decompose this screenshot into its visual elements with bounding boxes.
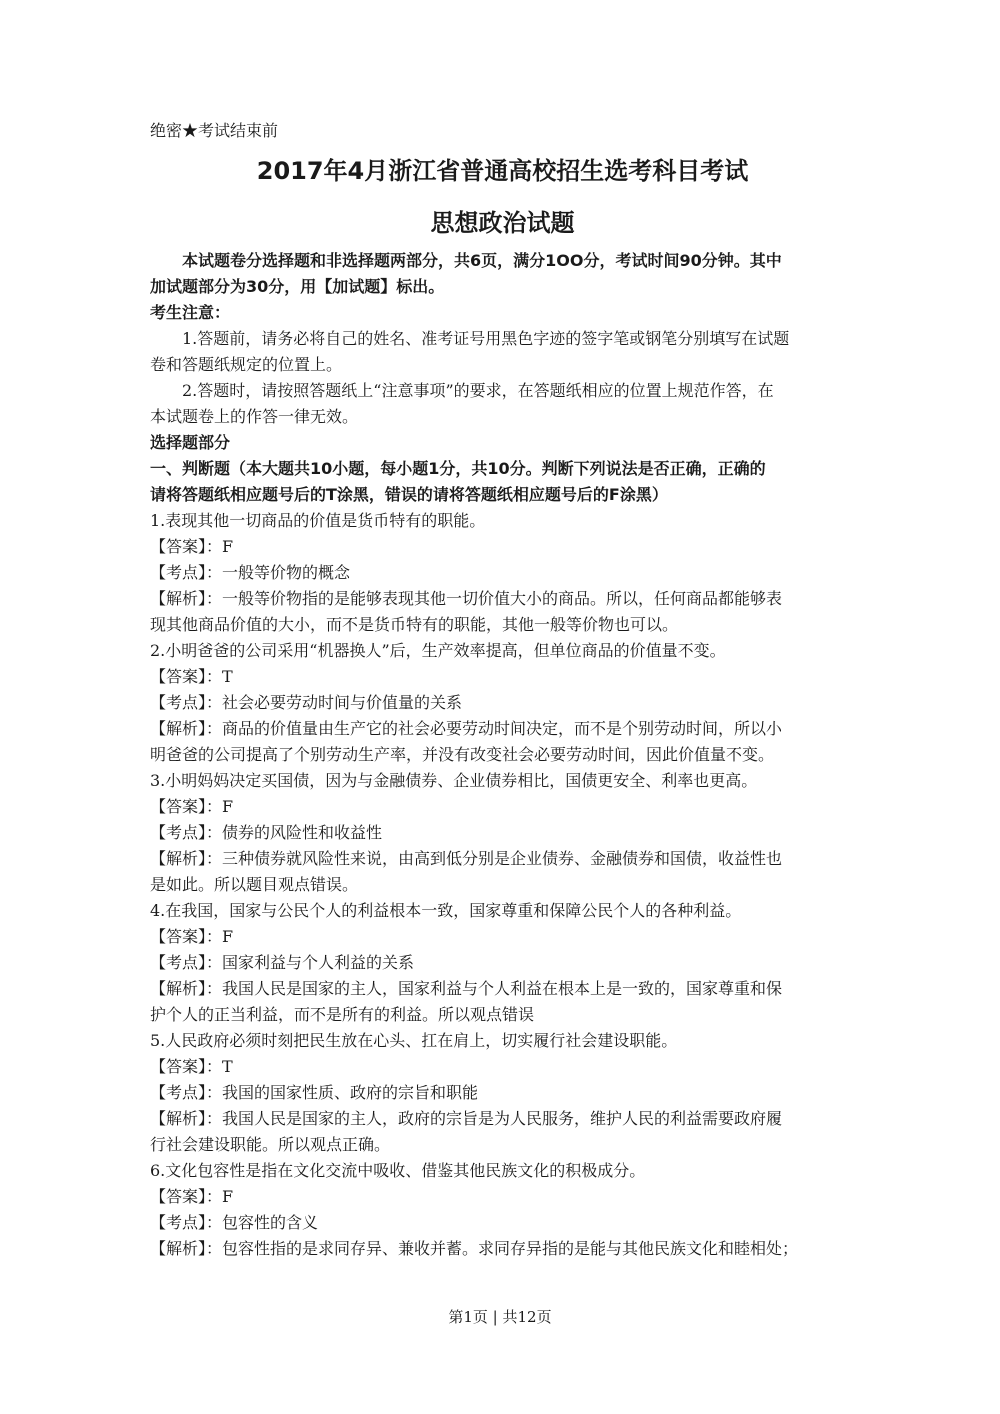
question-answer: 【答案】：T bbox=[150, 1057, 233, 1076]
secrecy-label: 绝密★考试结束前 bbox=[150, 121, 279, 140]
page-content bbox=[150, 118, 855, 1262]
notice-item-2-line-1: 2.答题时，请按照答题纸上“注意事项”的要求，在答题纸相应的位置上规范作答，在 bbox=[182, 381, 774, 400]
question-key-point: 【考点】：包容性的含义 bbox=[150, 1213, 319, 1232]
question-analysis: 【解析】：一般等价物指的是能够表现其他一切价值大小的商品。所以，任何商品都能够表 bbox=[150, 589, 783, 608]
question-block bbox=[150, 898, 855, 1028]
question-analysis: 【解析】：我国人民是国家的主人，国家利益与个人利益在根本上是一致的，国家尊重和保 bbox=[150, 979, 783, 998]
question-analysis: 明爸爸的公司提高了个别劳动生产率，并没有改变社会必要劳动时间，因此价值量不变。 bbox=[150, 745, 775, 764]
part1-instruction-line-1: 一、判断题（本大题共10小题，每小题1分，共10分。判断下列说法是否正确，正确的 bbox=[150, 459, 766, 478]
notice-item-2-line-2: 本试题卷上的作答一律无效。 bbox=[150, 407, 359, 426]
part1-instruction-line-2: 请将答题纸相应题号后的T涂黑，错误的请将答题纸相应题号后的F涂黑） bbox=[150, 485, 668, 504]
section-heading: 选择题部分 bbox=[150, 433, 231, 452]
question-block bbox=[150, 638, 855, 768]
question-block bbox=[150, 508, 855, 638]
question-analysis: 是如此。所以题目观点错误。 bbox=[150, 875, 359, 894]
question-key-point: 【考点】：社会必要劳动时间与价值量的关系 bbox=[150, 693, 463, 712]
question-stem: 3.小明妈妈决定买国债，因为与金融债券、企业债券相比，国债更安全、利率也更高。 bbox=[150, 771, 758, 790]
question-answer: 【答案】：F bbox=[150, 797, 234, 816]
question-answer: 【答案】：F bbox=[150, 537, 234, 556]
notice-heading: 考生注意： bbox=[150, 303, 231, 322]
question-block bbox=[150, 1158, 855, 1262]
notice-item-1-line-1: 1.答题前，请务必将自己的姓名、准考证号用黑色字迹的签字笔或钢笔分别填写在试题 bbox=[182, 329, 790, 348]
question-key-point: 【考点】：债券的风险性和收益性 bbox=[150, 823, 383, 842]
question-answer: 【答案】：F bbox=[150, 1187, 234, 1206]
question-key-point: 【考点】：一般等价物的概念 bbox=[150, 563, 351, 582]
intro-line-2: 加试题部分为30分，用【加试题】标出。 bbox=[150, 277, 445, 296]
question-answer: 【答案】：F bbox=[150, 927, 234, 946]
question-analysis: 行社会建设职能。所以观点正确。 bbox=[150, 1135, 391, 1154]
exam-title: 2017年4月浙江省普通高校招生选考科目考试 bbox=[256, 157, 749, 185]
question-analysis: 【解析】：包容性指的是求同存异、兼收并蓄。求同存异指的是能与其他民族文化和睦相处； bbox=[150, 1239, 799, 1258]
exam-subtitle: 思想政治试题 bbox=[430, 209, 575, 237]
question-stem: 6.文化包容性是指在文化交流中吸收、借鉴其他民族文化的积极成分。 bbox=[150, 1161, 646, 1180]
question-key-point: 【考点】：我国的国家性质、政府的宗旨和职能 bbox=[150, 1083, 479, 1102]
question-list bbox=[150, 508, 855, 1262]
question-stem: 4.在我国，国家与公民个人的利益根本一致，国家尊重和保障公民个人的各种利益。 bbox=[150, 901, 742, 920]
question-analysis: 【解析】：我国人民是国家的主人，政府的宗旨是为人民服务，维护人民的利益需要政府履 bbox=[150, 1109, 783, 1128]
question-stem: 5.人民政府必须时刻把民生放在心头、扛在肩上，切实履行社会建设职能。 bbox=[150, 1031, 678, 1050]
intro-line-1: 本试题卷分选择题和非选择题两部分，共6页，满分1OO分，考试时间90分钟。其中 bbox=[182, 251, 782, 270]
question-stem: 2.小明爸爸的公司采用“机器换人”后，生产效率提高，但单位商品的价值量不变。 bbox=[150, 641, 726, 660]
question-block bbox=[150, 1028, 855, 1158]
notice-item-1-line-2: 卷和答题纸规定的位置上。 bbox=[150, 355, 343, 374]
question-answer: 【答案】：T bbox=[150, 667, 233, 686]
question-analysis: 护个人的正当利益，而不是所有的利益。所以观点错误 bbox=[150, 1005, 535, 1024]
question-stem: 1.表现其他一切商品的价值是货币特有的职能。 bbox=[150, 511, 486, 530]
question-analysis: 【解析】：商品的价值量由生产它的社会必要劳动时间决定，而不是个别劳动时间，所以小 bbox=[150, 719, 783, 738]
question-block bbox=[150, 768, 855, 898]
question-key-point: 【考点】：国家利益与个人利益的关系 bbox=[150, 953, 415, 972]
page-footer: 第1页 | 共12页 bbox=[448, 1308, 552, 1326]
question-analysis: 现其他商品价值的大小，而不是货币特有的职能，其他一般等价物也可以。 bbox=[150, 615, 679, 634]
question-analysis: 【解析】：三种债券就风险性来说，由高到低分别是企业债券、金融债券和国债，收益性也 bbox=[150, 849, 783, 868]
